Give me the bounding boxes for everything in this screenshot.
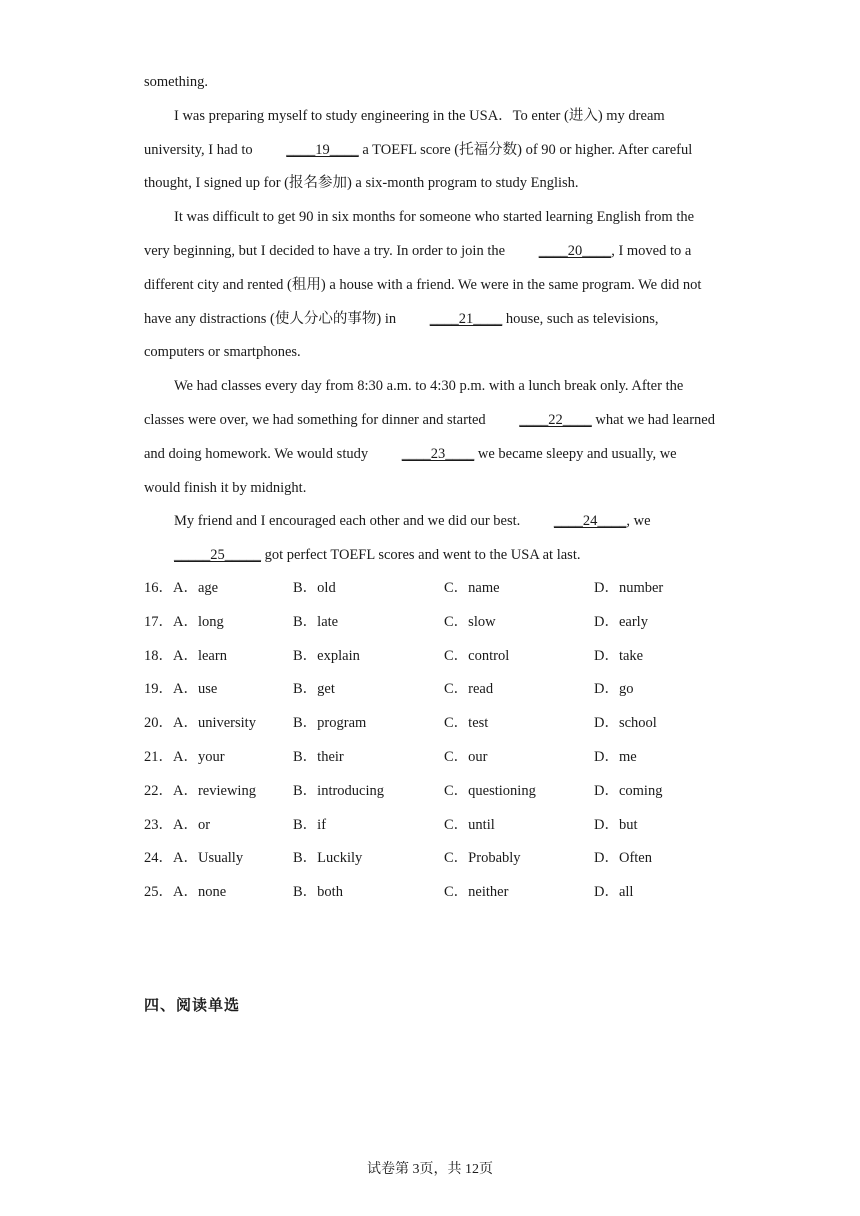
passage-paragraph xyxy=(144,370,716,505)
question-options xyxy=(144,572,744,910)
passage-text: a TOEFL score (托福分数) of 90 or higher. After careful thought, I signed up for (报名参加) a six-month program to study English. xyxy=(144,141,693,192)
blank-19: ____19____ xyxy=(286,141,359,158)
option-a: 17．A．long xyxy=(144,613,224,630)
question-row xyxy=(144,741,744,775)
option-b: B．program xyxy=(293,715,367,732)
question-row xyxy=(144,876,744,910)
passage-text: I was preparing myself to study engineering in the USA．To enter (进入) my dream university, I had to xyxy=(144,107,665,158)
section-title: 四、阅读单选 xyxy=(144,996,241,1014)
option-a: 20．A．university xyxy=(144,715,256,732)
option-a: 19．A．use xyxy=(144,681,218,698)
question-row xyxy=(144,673,744,707)
option-d: D．me xyxy=(594,748,637,765)
passage-paragraph xyxy=(144,100,716,201)
option-b: B．old xyxy=(293,580,336,596)
option-d: D．all xyxy=(594,884,634,901)
option-c: C．test xyxy=(444,715,489,732)
option-c: C．neither xyxy=(444,884,509,901)
option-a: 23．A．or xyxy=(144,816,211,833)
option-a: 25．A．none xyxy=(144,884,227,901)
option-c: C．read xyxy=(444,681,494,698)
passage-text: It was difficult to get 90 in six months for someone who started learning English from the very beginning, but I decided to have a try. In order to join the xyxy=(144,209,695,259)
option-a: 21．A．your xyxy=(144,748,225,765)
option-b: B．if xyxy=(293,816,327,833)
option-d: D．take xyxy=(594,647,644,664)
blank-23: ____23____ xyxy=(401,445,475,462)
option-a: 24．A．Usually xyxy=(144,850,244,867)
option-a: 16．A．age xyxy=(144,580,219,596)
passage-text: My friend and I encouraged each other and we did our best. xyxy=(174,513,524,530)
question-row xyxy=(144,842,744,876)
option-d: D．go xyxy=(594,681,634,698)
option-d: D．school xyxy=(594,715,657,732)
question-row xyxy=(144,572,744,606)
option-b: B．explain xyxy=(293,647,360,664)
passage-text: we became sleepy and usually, we would finish it by midnight. xyxy=(144,445,677,496)
option-a: 22．A．reviewing xyxy=(144,782,256,799)
option-c: C．Probably xyxy=(444,850,521,867)
passage-paragraph xyxy=(144,201,716,370)
option-b: B．get xyxy=(293,681,335,698)
passage-paragraph xyxy=(144,66,716,100)
option-b: B．introducing xyxy=(293,782,385,799)
option-b: B．their xyxy=(293,748,344,765)
passage-paragraph xyxy=(144,505,716,573)
cloze-passage xyxy=(144,66,716,573)
blank-20: ____20____ xyxy=(538,242,612,259)
page-footer: 试卷第 3页，共 12页 xyxy=(367,1162,493,1177)
option-b: B．late xyxy=(293,613,339,630)
blank-25: _____25_____ xyxy=(174,547,261,564)
option-c: C．questioning xyxy=(444,782,536,799)
option-b: B．both xyxy=(293,884,343,901)
option-d: D．coming xyxy=(594,782,663,799)
passage-text: house, such as televisions, computers or smartphones. xyxy=(144,310,659,361)
option-d: D．Often xyxy=(594,850,652,867)
option-c: C．until xyxy=(444,816,495,833)
option-c: C．our xyxy=(444,748,488,765)
option-d: D．but xyxy=(594,816,638,833)
passage-text: , I moved to a different city and rented (租用) a house with a friend. We were in the same program. We did not have any distractions (使人分心的事物) in xyxy=(144,242,702,327)
option-c: C．control xyxy=(444,647,510,664)
question-row xyxy=(144,775,744,809)
passage-text: what we had learned and doing homework. We would study xyxy=(144,411,715,462)
option-a: 18．A．learn xyxy=(144,647,227,664)
blank-24: ____24____ xyxy=(553,513,627,530)
option-d: D．number xyxy=(594,580,664,596)
passage-text: got perfect TOEFL scores and went to the USA at last. xyxy=(261,547,581,564)
question-row xyxy=(144,640,744,674)
passage-text: We had classes every day from 8:30 a.m. to 4:30 p.m. with a lunch break only. After the classes were over, we had something for dinner and started xyxy=(144,378,684,428)
option-b: B．Luckily xyxy=(293,850,363,867)
question-row xyxy=(144,606,744,640)
passage-text: something. xyxy=(144,74,209,90)
blank-21: ____21____ xyxy=(429,310,503,327)
option-c: C．slow xyxy=(444,613,496,630)
question-row xyxy=(144,809,744,843)
option-d: D．early xyxy=(594,613,648,630)
blank-22: ____22____ xyxy=(519,411,592,428)
option-c: C．name xyxy=(444,580,500,596)
passage-text: , we xyxy=(626,513,651,530)
question-row xyxy=(144,707,744,741)
